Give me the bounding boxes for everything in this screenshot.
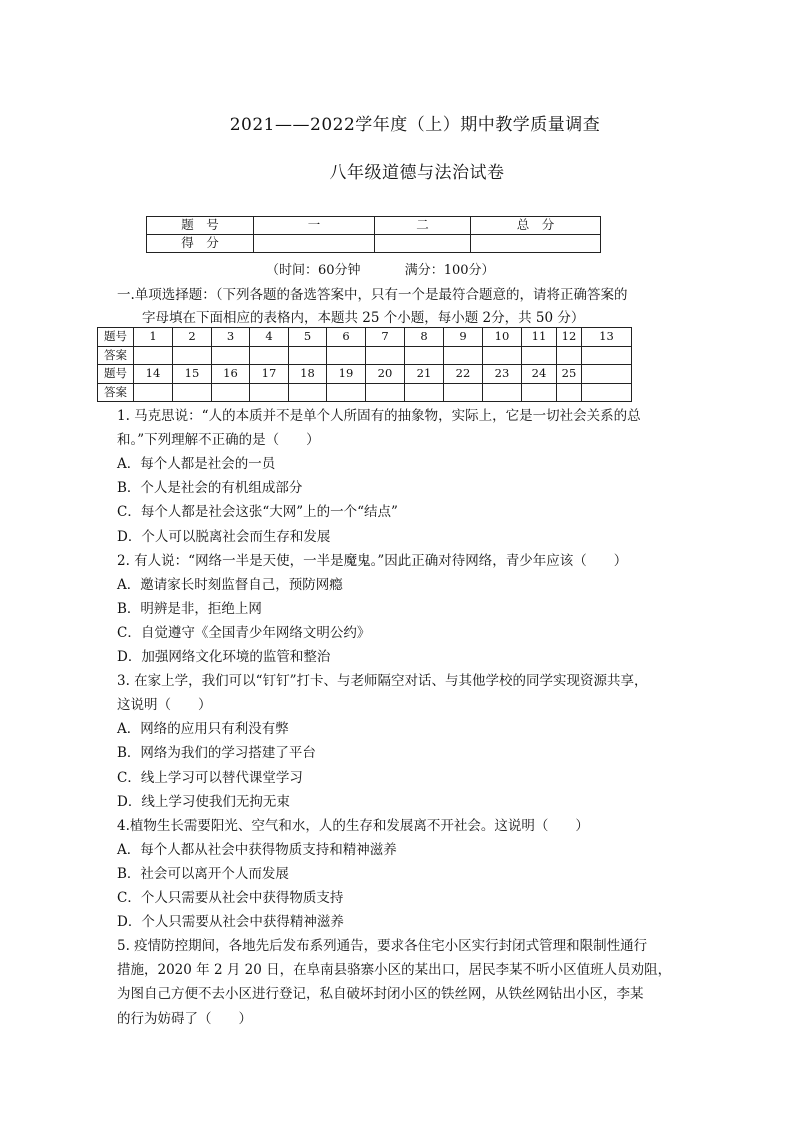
question-2-option: D．加强网络文化环境的监管和整治 <box>117 649 331 665</box>
question-5-stem: 为图自己方便不去小区进行登记，私自破坏封闭小区的铁丝网，从铁丝网钻出小区，李某 <box>117 986 644 1003</box>
question-number-cell: 14 <box>134 365 173 384</box>
table-cell: 总 分 <box>471 217 601 235</box>
table-row <box>147 235 601 253</box>
question-number-cell: 8 <box>405 328 444 347</box>
answer-cell[interactable] <box>366 346 405 365</box>
question-number-cell: 23 <box>483 365 522 384</box>
answer-cell[interactable] <box>134 383 173 402</box>
answer-cell[interactable] <box>173 383 212 402</box>
question-number-cell: 4 <box>250 328 289 347</box>
exam-title: 2021——2022学年度（上）期中教学质量调查 <box>229 115 601 135</box>
answer-cell[interactable] <box>557 383 582 402</box>
question-2-option: B．明辨是非，拒绝上网 <box>117 600 262 617</box>
table-cell: 二 <box>375 217 471 235</box>
question-4-stem: 4.植物生长需要阳光、空气和水，人的生存和发展离不开社会。这说明（ ） <box>117 817 589 834</box>
table-header-cell: 答案 <box>98 346 134 365</box>
score-input-cell[interactable] <box>375 235 471 253</box>
question-3-option: D．线上学习使我们无拘无束 <box>117 793 290 810</box>
answer-cell[interactable] <box>557 346 582 365</box>
question-number-cell: 17 <box>250 365 289 384</box>
question-number-cell: 10 <box>483 328 522 347</box>
answer-cell[interactable] <box>405 383 444 402</box>
question-number-cell: 2 <box>173 328 212 347</box>
question-number-cell: 1 <box>134 328 173 347</box>
question-number-cell <box>582 365 632 384</box>
answer-cell[interactable] <box>289 383 327 402</box>
question-number-cell: 12 <box>557 328 582 347</box>
score-input-cell[interactable] <box>471 235 601 253</box>
answer-cell[interactable] <box>289 346 327 365</box>
question-number-cell: 18 <box>289 365 327 384</box>
question-number-cell: 7 <box>366 328 405 347</box>
answer-cell[interactable] <box>173 346 212 365</box>
question-3-option: C．线上学习可以替代课堂学习 <box>117 769 303 786</box>
question-2-option: A．邀请家长时刻监督自己，预防网瘾 <box>117 576 343 593</box>
section-instructions: 字母填在下面相应的表格内，本题共 25 个小题，每小题 2分，共 50 分） <box>142 310 585 326</box>
question-4-option: D．个人只需要从社会中获得精神滋养 <box>117 914 344 931</box>
question-1-option: A．每个人都是社会的一员 <box>117 456 276 473</box>
table-row <box>98 383 632 402</box>
question-4-option: A．每个人都从社会中获得物质支持和精神滋养 <box>117 841 397 858</box>
exam-subtitle: 八年级道德与法治试卷 <box>329 163 505 183</box>
question-3-stem: 这说明（ ） <box>117 697 212 714</box>
table-cell: 一 <box>254 217 375 235</box>
answer-cell[interactable] <box>405 346 444 365</box>
table-row <box>98 328 632 347</box>
table-row <box>98 346 632 365</box>
question-3-stem: 3. 在家上学，我们可以“钉钉”打卡、与老师隔空对话、与其他学校的同学实现资源共享， <box>117 673 648 690</box>
question-1-stem: 和。”下列理解不正确的是（ ） <box>117 432 320 449</box>
exam-full-score: 满分：100分） <box>404 263 495 278</box>
answer-cell[interactable] <box>582 383 632 402</box>
answer-cell[interactable] <box>134 346 173 365</box>
score-table <box>146 216 601 253</box>
question-number-cell: 22 <box>444 365 483 384</box>
question-number-cell: 19 <box>327 365 366 384</box>
question-3-option: A．网络的应用只有利没有弊 <box>117 721 289 738</box>
answer-table <box>97 327 632 402</box>
answer-cell[interactable] <box>483 383 522 402</box>
question-1-option: D．个人可以脱离社会而生存和发展 <box>117 528 331 545</box>
question-number-cell: 6 <box>327 328 366 347</box>
question-2-stem: 2. 有人说：“网络一半是天使，一半是魔鬼。”因此正确对待网络，青少年应该（ ） <box>117 552 628 569</box>
question-number-cell: 16 <box>212 365 250 384</box>
question-number-cell: 5 <box>289 328 327 347</box>
answer-cell[interactable] <box>212 346 250 365</box>
question-1-option: B．个人是社会的有机组成部分 <box>117 480 303 497</box>
answer-cell[interactable] <box>582 346 632 365</box>
answer-cell[interactable] <box>444 346 483 365</box>
question-4-option: B．社会可以离开个人而发展 <box>117 865 289 882</box>
answer-cell[interactable] <box>366 383 405 402</box>
question-1-stem: 1. 马克思说：“人的本质并不是单个人所固有的抽象物，实际上，它是一切社会关系的总 <box>117 408 641 424</box>
question-number-cell: 20 <box>366 365 405 384</box>
section-instructions: 一.单项选择题：（下列各题的备选答案中，只有一个是最符合题意的，请将正确答案的 <box>117 287 628 303</box>
question-3-option: B．网络为我们的学习搭建了平台 <box>117 745 316 762</box>
question-number-cell: 11 <box>522 328 557 347</box>
question-number-cell: 15 <box>173 365 212 384</box>
question-number-cell: 21 <box>405 365 444 384</box>
question-number-cell: 13 <box>582 328 632 347</box>
table-header-cell: 题号 <box>98 365 134 384</box>
table-cell: 题 号 <box>147 217 254 235</box>
table-header-cell: 题号 <box>98 328 134 347</box>
answer-cell[interactable] <box>327 346 366 365</box>
question-2-option: C．自觉遵守《全国青少年网络文明公约》 <box>117 624 371 641</box>
question-4-option: C．个人只需要从社会中获得物质支持 <box>117 890 344 906</box>
score-input-cell[interactable] <box>254 235 375 253</box>
question-5-stem: 5. 疫情防控期间，各地先后发布系列通告，要求各住宅小区实行封闭式管理和限制性通行 <box>117 938 648 955</box>
exam-time: （时间：60分钟 <box>266 263 361 278</box>
question-5-stem: 措施，2020 年 2 月 20 日，在阜南县骆寨小区的某出口，居民李某不听小区值班人员劝阻， <box>117 962 672 979</box>
question-number-cell: 9 <box>444 328 483 347</box>
answer-cell[interactable] <box>250 346 289 365</box>
answer-cell[interactable] <box>212 383 250 402</box>
table-cell: 得 分 <box>147 235 254 253</box>
answer-cell[interactable] <box>327 383 366 402</box>
table-row <box>98 365 632 384</box>
exam-meta <box>266 259 495 278</box>
table-row <box>147 217 601 235</box>
question-number-cell: 25 <box>557 365 582 384</box>
answer-cell[interactable] <box>522 383 557 402</box>
answer-cell[interactable] <box>444 383 483 402</box>
answer-cell[interactable] <box>522 346 557 365</box>
answer-cell[interactable] <box>483 346 522 365</box>
answer-cell[interactable] <box>250 383 289 402</box>
question-1-option: C．每个人都是社会这张“大网”上的一个“结点” <box>117 504 398 521</box>
table-header-cell: 答案 <box>98 383 134 402</box>
question-number-cell: 24 <box>522 365 557 384</box>
question-number-cell: 3 <box>212 328 250 347</box>
question-5-stem: 的行为妨碍了（ ） <box>117 1010 252 1027</box>
